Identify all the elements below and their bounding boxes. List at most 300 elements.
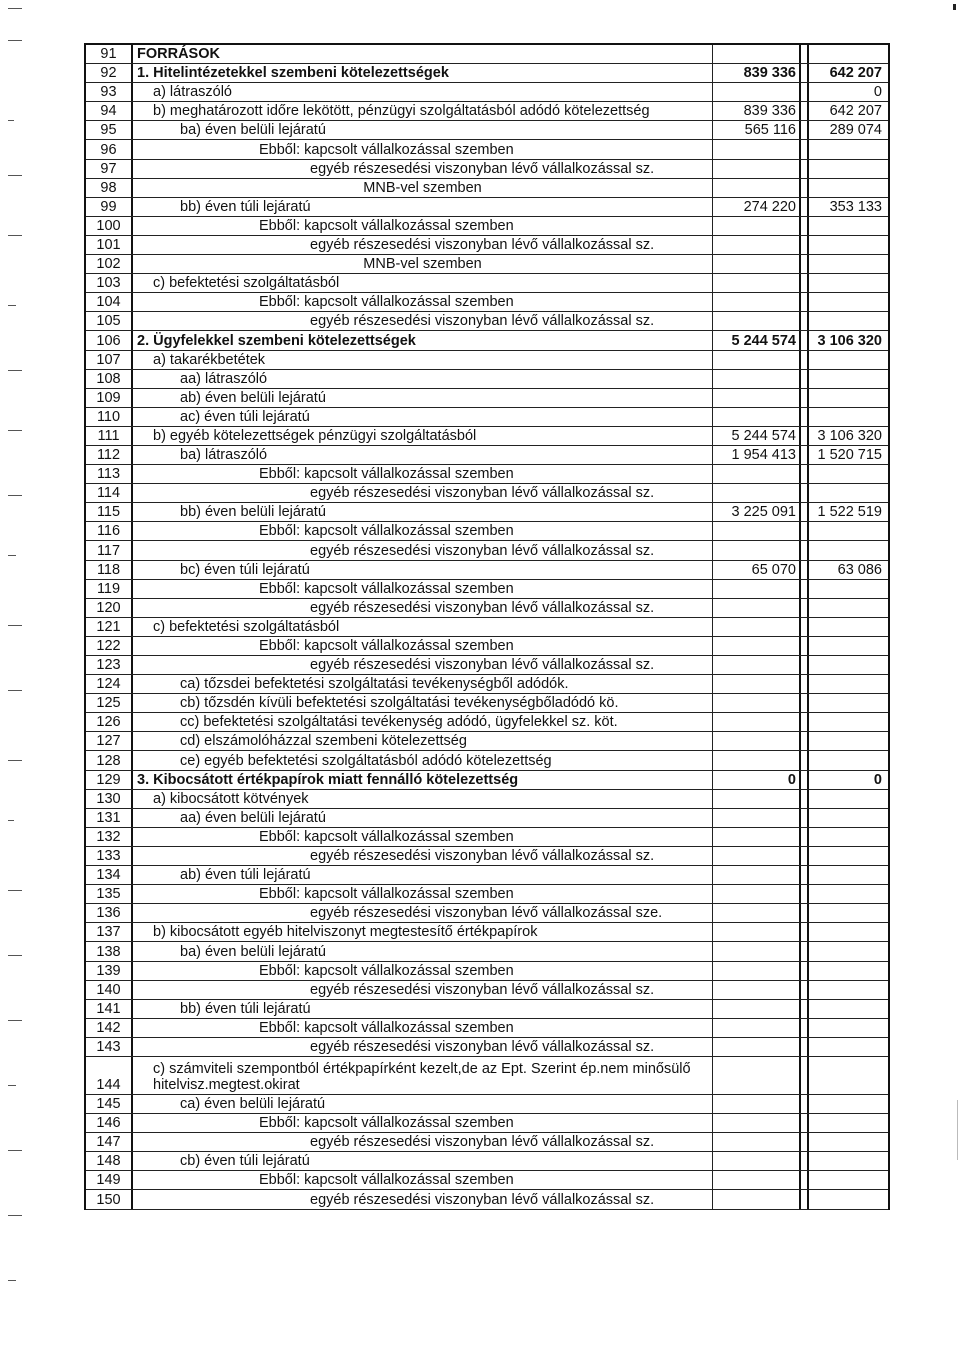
current-year-value: 1 522 519 bbox=[817, 504, 882, 521]
adjustment-column bbox=[801, 942, 809, 960]
adjustment-column bbox=[801, 160, 809, 178]
current-year-value: 289 074 bbox=[829, 122, 882, 139]
previous-year-value: 5 244 574 bbox=[713, 427, 801, 445]
table-row bbox=[86, 771, 888, 790]
row-number: 91 bbox=[86, 45, 133, 63]
table-row bbox=[86, 484, 888, 503]
current-year-value bbox=[809, 370, 884, 388]
row-number: 141 bbox=[86, 1000, 133, 1018]
current-year-value bbox=[809, 522, 884, 540]
row-number: 131 bbox=[86, 809, 133, 827]
row-label: 2. Ügyfelekkel szembeni kötelezettségek bbox=[133, 331, 713, 349]
table-row bbox=[86, 1171, 888, 1190]
table-row bbox=[86, 160, 888, 179]
previous-year-value: 3 225 091 bbox=[713, 503, 801, 521]
previous-year-value bbox=[713, 83, 801, 101]
table-row bbox=[86, 1152, 888, 1171]
previous-year-value bbox=[713, 885, 801, 903]
row-label: bb) éven túli lejáratú bbox=[133, 198, 713, 216]
row-label: aa) látraszóló bbox=[133, 370, 713, 388]
table-row bbox=[86, 561, 888, 580]
row-number: 92 bbox=[86, 64, 133, 82]
row-label: Ebből: kapcsolt vállalkozással szemben bbox=[133, 1114, 713, 1132]
row-label: c) befektetési szolgáltatásból bbox=[133, 274, 713, 292]
row-label: aa) éven belüli lejáratú bbox=[133, 809, 713, 827]
row-number: 130 bbox=[86, 790, 133, 808]
row-number: 129 bbox=[86, 771, 133, 789]
previous-year-value bbox=[713, 370, 801, 388]
current-year-value bbox=[809, 866, 884, 884]
table-row bbox=[86, 656, 888, 675]
table-row bbox=[86, 732, 888, 751]
row-label: c) befektetési szolgáltatásból bbox=[133, 618, 713, 636]
row-number: 150 bbox=[86, 1190, 133, 1208]
table-row bbox=[86, 503, 888, 522]
table-row bbox=[86, 942, 888, 961]
row-number: 109 bbox=[86, 389, 133, 407]
row-number: 146 bbox=[86, 1114, 133, 1132]
table-row bbox=[86, 923, 888, 942]
row-number: 116 bbox=[86, 522, 133, 540]
row-label: ac) éven túli lejáratú bbox=[133, 408, 713, 426]
row-number: 95 bbox=[86, 121, 133, 139]
row-number: 105 bbox=[86, 312, 133, 330]
table-row bbox=[86, 198, 888, 217]
row-number: 136 bbox=[86, 904, 133, 922]
previous-year-value bbox=[713, 751, 801, 769]
scan-edge-mark bbox=[957, 1100, 958, 1160]
adjustment-column bbox=[801, 1095, 809, 1113]
row-number: 139 bbox=[86, 962, 133, 980]
current-year-value bbox=[809, 1057, 884, 1094]
adjustment-column bbox=[801, 751, 809, 769]
row-number: 111 bbox=[86, 427, 133, 445]
row-label: Ebből: kapcsolt vállalkozással szemben bbox=[133, 828, 713, 846]
adjustment-column bbox=[801, 389, 809, 407]
row-number: 133 bbox=[86, 847, 133, 865]
row-number: 119 bbox=[86, 580, 133, 598]
row-label: egyéb részesedési viszonyban lévő vállalkozással sz. bbox=[133, 484, 713, 502]
row-number: 113 bbox=[86, 465, 133, 483]
adjustment-column bbox=[801, 83, 809, 101]
table-row bbox=[86, 541, 888, 560]
row-label: Ebből: kapcsolt vállalkozással szemben bbox=[133, 580, 713, 598]
row-number: 145 bbox=[86, 1095, 133, 1113]
row-label: ba) éven belüli lejáratú bbox=[133, 121, 713, 139]
previous-year-value bbox=[713, 255, 801, 273]
row-label: bb) éven belüli lejáratú bbox=[133, 503, 713, 521]
table-row bbox=[86, 45, 888, 64]
current-year-value bbox=[809, 1095, 884, 1113]
table-row bbox=[86, 1190, 888, 1209]
previous-year-value bbox=[713, 866, 801, 884]
adjustment-column bbox=[801, 217, 809, 235]
previous-year-value: 274 220 bbox=[713, 198, 801, 216]
row-number: 106 bbox=[86, 331, 133, 349]
row-label: egyéb részesedési viszonyban lévő vállalkozással sz. bbox=[133, 847, 713, 865]
adjustment-column bbox=[801, 198, 809, 216]
current-year-value bbox=[809, 408, 884, 426]
row-label: 3. Kibocsátott értékpapírok miatt fennálló kötelezettség bbox=[133, 771, 713, 789]
row-label: ab) éven túli lejáratú bbox=[133, 866, 713, 884]
adjustment-column bbox=[801, 828, 809, 846]
previous-year-value bbox=[713, 465, 801, 483]
previous-year-value bbox=[713, 962, 801, 980]
row-label: ca) tőzsdei befektetési szolgáltatási tevékenységből adódók. bbox=[133, 675, 713, 693]
current-year-value: 642 207 bbox=[829, 65, 882, 82]
table-row bbox=[86, 140, 888, 159]
table-row bbox=[86, 713, 888, 732]
row-label: cb) tőzsdén kívüli befektetési szolgáltatási tevékenységbőladódó kö. bbox=[133, 694, 713, 712]
row-number: 120 bbox=[86, 599, 133, 617]
adjustment-column bbox=[801, 809, 809, 827]
adjustment-column bbox=[801, 370, 809, 388]
previous-year-value bbox=[713, 981, 801, 999]
previous-year-value bbox=[713, 942, 801, 960]
table-row bbox=[86, 962, 888, 981]
previous-year-value bbox=[713, 1057, 801, 1094]
previous-year-value bbox=[713, 140, 801, 158]
previous-year-value: 5 244 574 bbox=[713, 331, 801, 349]
table-row bbox=[86, 904, 888, 923]
row-label: Ebből: kapcsolt vállalkozással szemben bbox=[133, 217, 713, 235]
row-label: egyéb részesedési viszonyban lévő vállalkozással sz. bbox=[133, 541, 713, 559]
previous-year-value bbox=[713, 217, 801, 235]
adjustment-column bbox=[801, 1019, 809, 1037]
previous-year-value bbox=[713, 809, 801, 827]
table-row bbox=[86, 790, 888, 809]
table-row bbox=[86, 1000, 888, 1019]
adjustment-column bbox=[801, 561, 809, 579]
table-row bbox=[86, 255, 888, 274]
table-row bbox=[86, 694, 888, 713]
current-year-value: 353 133 bbox=[829, 198, 882, 215]
table-row bbox=[86, 675, 888, 694]
current-year-value bbox=[809, 389, 884, 407]
row-label: Ebből: kapcsolt vállalkozással szemben bbox=[133, 1019, 713, 1037]
table-row bbox=[86, 331, 888, 350]
row-label: egyéb részesedési viszonyban lévő vállalkozással sz. bbox=[133, 599, 713, 617]
previous-year-value bbox=[713, 904, 801, 922]
previous-year-value bbox=[713, 1114, 801, 1132]
table-row bbox=[86, 618, 888, 637]
table-row bbox=[86, 1019, 888, 1038]
adjustment-column bbox=[801, 293, 809, 311]
adjustment-column bbox=[801, 541, 809, 559]
table-row bbox=[86, 885, 888, 904]
row-number: 134 bbox=[86, 866, 133, 884]
current-year-value bbox=[809, 160, 884, 178]
current-year-value bbox=[809, 656, 884, 674]
row-number: 98 bbox=[86, 179, 133, 197]
previous-year-value bbox=[713, 923, 801, 941]
current-year-value bbox=[809, 541, 884, 559]
previous-year-value bbox=[713, 1190, 801, 1208]
current-year-value bbox=[809, 351, 884, 369]
previous-year-value bbox=[713, 732, 801, 750]
table-row bbox=[86, 312, 888, 331]
row-label: egyéb részesedési viszonyban lévő vállalkozással sze. bbox=[133, 904, 713, 922]
adjustment-column bbox=[801, 656, 809, 674]
adjustment-column bbox=[801, 962, 809, 980]
row-label: Ebből: kapcsolt vállalkozással szemben bbox=[133, 962, 713, 980]
previous-year-value bbox=[713, 351, 801, 369]
table-row bbox=[86, 293, 888, 312]
table-row bbox=[86, 1133, 888, 1152]
adjustment-column bbox=[801, 599, 809, 617]
adjustment-column bbox=[801, 465, 809, 483]
table-row bbox=[86, 370, 888, 389]
table-row bbox=[86, 828, 888, 847]
table-row bbox=[86, 446, 888, 465]
adjustment-column bbox=[801, 904, 809, 922]
row-label: cb) éven túli lejáratú bbox=[133, 1152, 713, 1170]
row-label: cc) befektetési szolgáltatási tevékenység adódó, ügyfelekkel sz. köt. bbox=[133, 713, 713, 731]
previous-year-value bbox=[713, 274, 801, 292]
table-row bbox=[86, 637, 888, 656]
adjustment-column bbox=[801, 1057, 809, 1094]
adjustment-column bbox=[801, 351, 809, 369]
table-row bbox=[86, 274, 888, 293]
row-label: a) kibocsátott kötvények bbox=[133, 790, 713, 808]
table-row bbox=[86, 1057, 888, 1095]
previous-year-value bbox=[713, 1019, 801, 1037]
table-row bbox=[86, 599, 888, 618]
current-year-value bbox=[809, 1190, 884, 1208]
table-row bbox=[86, 847, 888, 866]
row-number: 143 bbox=[86, 1038, 133, 1056]
adjustment-column bbox=[801, 1152, 809, 1170]
current-year-value bbox=[809, 236, 884, 254]
row-label: ca) éven belüli lejáratú bbox=[133, 1095, 713, 1113]
row-label: egyéb részesedési viszonyban lévő vállalkozással sz. bbox=[133, 1133, 713, 1151]
adjustment-column bbox=[801, 771, 809, 789]
table-row bbox=[86, 64, 888, 83]
current-year-value bbox=[809, 923, 884, 941]
previous-year-value bbox=[713, 541, 801, 559]
row-number: 97 bbox=[86, 160, 133, 178]
adjustment-column bbox=[801, 713, 809, 731]
current-year-value bbox=[809, 179, 884, 197]
current-year-value bbox=[809, 1019, 884, 1037]
current-year-value: 0 bbox=[873, 84, 882, 101]
table-row bbox=[86, 580, 888, 599]
row-label: ce) egyéb befektetési szolgáltatásból adódó kötelezettség bbox=[133, 751, 713, 769]
current-year-value bbox=[809, 847, 884, 865]
current-year-value bbox=[809, 1038, 884, 1056]
table-row bbox=[86, 866, 888, 885]
current-year-value bbox=[809, 618, 884, 636]
previous-year-value bbox=[713, 656, 801, 674]
table-row bbox=[86, 389, 888, 408]
row-number: 147 bbox=[86, 1133, 133, 1151]
previous-year-value bbox=[713, 1152, 801, 1170]
previous-year-value bbox=[713, 484, 801, 502]
adjustment-column bbox=[801, 121, 809, 139]
adjustment-column bbox=[801, 274, 809, 292]
previous-year-value bbox=[713, 312, 801, 330]
current-year-value bbox=[809, 465, 884, 483]
adjustment-column bbox=[801, 694, 809, 712]
table-row bbox=[86, 427, 888, 446]
row-label: ba) látraszóló bbox=[133, 446, 713, 464]
row-number: 100 bbox=[86, 217, 133, 235]
row-label: b) egyéb kötelezettségek pénzügyi szolgáltatásból bbox=[133, 427, 713, 445]
previous-year-value bbox=[713, 236, 801, 254]
row-number: 148 bbox=[86, 1152, 133, 1170]
adjustment-column bbox=[801, 981, 809, 999]
adjustment-column bbox=[801, 885, 809, 903]
current-year-value bbox=[809, 140, 884, 158]
current-year-value bbox=[809, 962, 884, 980]
current-year-value bbox=[809, 885, 884, 903]
table-row bbox=[86, 179, 888, 198]
row-label: ab) éven belüli lejáratú bbox=[133, 389, 713, 407]
previous-year-value bbox=[713, 828, 801, 846]
table-row bbox=[86, 751, 888, 770]
previous-year-value bbox=[713, 179, 801, 197]
row-number: 137 bbox=[86, 923, 133, 941]
previous-year-value bbox=[713, 45, 801, 63]
table-row bbox=[86, 351, 888, 370]
adjustment-column bbox=[801, 847, 809, 865]
table-row bbox=[86, 408, 888, 427]
previous-year-value bbox=[713, 790, 801, 808]
adjustment-column bbox=[801, 312, 809, 330]
current-year-value bbox=[809, 675, 884, 693]
row-number: 122 bbox=[86, 637, 133, 655]
row-label: ba) éven belüli lejáratú bbox=[133, 942, 713, 960]
row-number: 101 bbox=[86, 236, 133, 254]
previous-year-value bbox=[713, 637, 801, 655]
table-row bbox=[86, 236, 888, 255]
table-row bbox=[86, 83, 888, 102]
row-label: a) takarékbetétek bbox=[133, 351, 713, 369]
adjustment-column bbox=[801, 446, 809, 464]
row-label: c) számviteli szempontból értékpapírként kezelt,de az Ept. Szerint ép.nem minősülő hitelvisz.megtest.okirat bbox=[133, 1057, 713, 1094]
previous-year-value bbox=[713, 1095, 801, 1113]
adjustment-column bbox=[801, 64, 809, 82]
row-number: 142 bbox=[86, 1019, 133, 1037]
row-number: 107 bbox=[86, 351, 133, 369]
table-row bbox=[86, 981, 888, 1000]
previous-year-value bbox=[713, 408, 801, 426]
current-year-value bbox=[809, 217, 884, 235]
row-label: bb) éven túli lejáratú bbox=[133, 1000, 713, 1018]
row-number: 126 bbox=[86, 713, 133, 731]
row-label: Ebből: kapcsolt vállalkozással szemben bbox=[133, 1171, 713, 1189]
row-number: 127 bbox=[86, 732, 133, 750]
row-number: 118 bbox=[86, 561, 133, 579]
table-row bbox=[86, 102, 888, 121]
current-year-value bbox=[809, 828, 884, 846]
adjustment-column bbox=[801, 1133, 809, 1151]
adjustment-column bbox=[801, 484, 809, 502]
current-year-value bbox=[809, 293, 884, 311]
current-year-value bbox=[809, 732, 884, 750]
row-label: cd) elszámolóházzal szembeni kötelezettség bbox=[133, 732, 713, 750]
row-label: egyéb részesedési viszonyban lévő vállalkozással sz. bbox=[133, 160, 713, 178]
current-year-value bbox=[809, 1171, 884, 1189]
current-year-value bbox=[809, 1114, 884, 1132]
row-label: egyéb részesedési viszonyban lévő vállalkozással sz. bbox=[133, 1190, 713, 1208]
current-year-value bbox=[809, 790, 884, 808]
row-label: Ebből: kapcsolt vállalkozással szemben bbox=[133, 140, 713, 158]
current-year-value bbox=[809, 694, 884, 712]
row-label: 1. Hitelintézetekkel szembeni kötelezettségek bbox=[133, 64, 713, 82]
adjustment-column bbox=[801, 102, 809, 120]
previous-year-value: 839 336 bbox=[713, 64, 801, 82]
current-year-value: 1 520 715 bbox=[817, 447, 882, 464]
previous-year-value bbox=[713, 389, 801, 407]
current-year-value bbox=[809, 599, 884, 617]
adjustment-column bbox=[801, 732, 809, 750]
current-year-value bbox=[809, 713, 884, 731]
adjustment-column bbox=[801, 522, 809, 540]
row-label: MNB-vel szemben bbox=[133, 179, 713, 197]
row-number: 94 bbox=[86, 102, 133, 120]
current-year-value bbox=[809, 981, 884, 999]
current-year-value bbox=[809, 809, 884, 827]
previous-year-value bbox=[713, 1038, 801, 1056]
row-number: 149 bbox=[86, 1171, 133, 1189]
previous-year-value: 0 bbox=[713, 771, 801, 789]
current-year-value: 0 bbox=[873, 771, 882, 788]
adjustment-column bbox=[801, 866, 809, 884]
adjustment-column bbox=[801, 255, 809, 273]
adjustment-column bbox=[801, 179, 809, 197]
row-label: Ebből: kapcsolt vállalkozással szemben bbox=[133, 637, 713, 655]
previous-year-value bbox=[713, 599, 801, 617]
current-year-value: 3 106 320 bbox=[817, 427, 882, 444]
previous-year-value bbox=[713, 1133, 801, 1151]
adjustment-column bbox=[801, 637, 809, 655]
row-number: 114 bbox=[86, 484, 133, 502]
table-row bbox=[86, 1095, 888, 1114]
row-label: egyéb részesedési viszonyban lévő vállalkozással sz. bbox=[133, 981, 713, 999]
current-year-value bbox=[809, 637, 884, 655]
row-label: egyéb részesedési viszonyban lévő vállalkozással sz. bbox=[133, 656, 713, 674]
current-year-value bbox=[809, 255, 884, 273]
previous-year-value: 565 116 bbox=[713, 121, 801, 139]
previous-year-value bbox=[713, 1171, 801, 1189]
scan-margin-marks bbox=[0, 0, 30, 1354]
previous-year-value: 1 954 413 bbox=[713, 446, 801, 464]
row-number: 93 bbox=[86, 83, 133, 101]
adjustment-column bbox=[801, 503, 809, 521]
current-year-value bbox=[809, 1133, 884, 1151]
current-year-value bbox=[809, 45, 884, 63]
adjustment-column bbox=[801, 1190, 809, 1208]
row-number: 96 bbox=[86, 140, 133, 158]
row-number: 112 bbox=[86, 446, 133, 464]
previous-year-value bbox=[713, 293, 801, 311]
current-year-value bbox=[809, 942, 884, 960]
adjustment-column bbox=[801, 427, 809, 445]
previous-year-value bbox=[713, 694, 801, 712]
previous-year-value bbox=[713, 713, 801, 731]
table-row bbox=[86, 217, 888, 236]
row-number: 144 bbox=[86, 1057, 133, 1094]
row-label: Ebből: kapcsolt vállalkozással szemben bbox=[133, 293, 713, 311]
balance-sheet-liabilities-table bbox=[84, 43, 890, 1210]
previous-year-value bbox=[713, 522, 801, 540]
adjustment-column bbox=[801, 1171, 809, 1189]
previous-year-value bbox=[713, 580, 801, 598]
adjustment-column bbox=[801, 408, 809, 426]
adjustment-column bbox=[801, 140, 809, 158]
current-year-value bbox=[809, 312, 884, 330]
